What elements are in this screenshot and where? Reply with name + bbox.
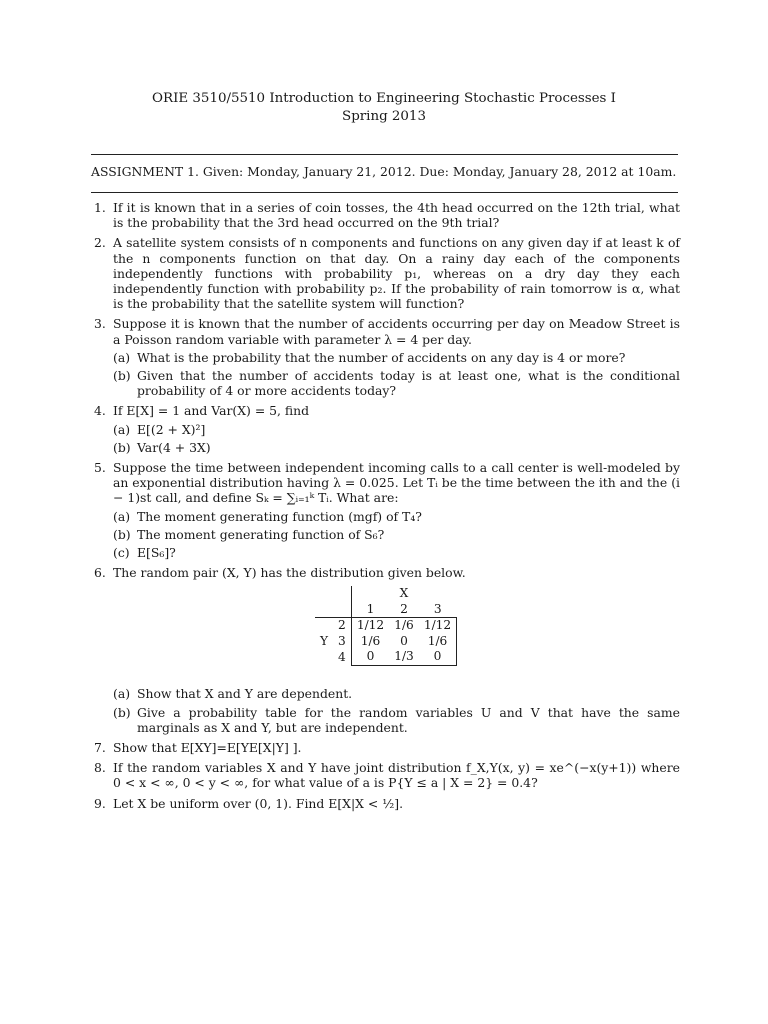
subpart-a	[113, 686, 680, 701]
problem-text: If E[X] = 1 and Var(X) = 5, find	[113, 403, 310, 419]
problem-7	[92, 740, 680, 755]
problem-number: 7.	[94, 740, 106, 756]
problem-8	[92, 760, 680, 790]
problem-number: 5.	[94, 460, 106, 476]
problem-text: Suppose it is known that the number of accidents occurring per day on Meadow Street is a Poisson random variable with parameter λ = 4 per day.	[113, 316, 680, 347]
problem-9	[92, 796, 680, 811]
subpart-label: (b)	[113, 704, 131, 720]
subpart-text: Give a probability table for the random variables U and V that have the same marginals as X and Y, but are independent.	[137, 704, 680, 735]
bottom-rule	[91, 192, 678, 193]
table-cell: 0	[419, 649, 457, 665]
y-value-2: 2	[333, 618, 351, 634]
y-value-4: 4	[333, 649, 351, 665]
top-rule	[91, 154, 678, 155]
problem-number: 9.	[94, 795, 106, 811]
subpart-text: E[S₆]?	[137, 545, 176, 561]
y-value-3: 3	[333, 634, 351, 650]
subpart-text: What is the probability that the number of accidents on any day is 4 or more?	[137, 349, 626, 365]
problem-1	[92, 200, 680, 230]
subpart-a	[113, 509, 680, 524]
table-cell: 1/12	[351, 618, 389, 634]
problem-text: If it is known that in a series of coin tosses, the 4th head occurred on the 12th trial, what is the probability that the 3rd head occurred on the 9th trial?	[113, 200, 680, 231]
problem-text: If the random variables X and Y have joint distribution f_X,Y(x, y) = xe^(−x(y+1)) where 0 < x < ∞, 0 < y < ∞, for what value of a is P{Y ≤ a | X = 2} = 0.4?	[113, 760, 680, 791]
subpart-text: The moment generating function (mgf) of T₄?	[137, 508, 422, 524]
subpart-label: (a)	[113, 421, 131, 437]
problem-number: 2.	[94, 235, 106, 251]
subpart-text: The moment generating function of S₆?	[137, 526, 385, 542]
document-header	[0, 90, 768, 126]
problem-number: 1.	[94, 200, 106, 215]
table-cell: 1/12	[419, 618, 457, 634]
subpart-label: (b)	[113, 368, 131, 384]
subpart-b	[113, 705, 680, 735]
problem-6	[92, 565, 680, 735]
table-cell: 0	[351, 649, 389, 665]
subpart-a	[113, 350, 680, 365]
problem-text: Suppose the time between independent incoming calls to a call center is well-modeled by an exponential distribution having λ = 0.025. Let Tᵢ be the time between the ith and the (i − 1)st call, and define Sₖ = ∑ᵢ₌₁ᵏ Tᵢ. What are:	[113, 460, 680, 506]
problem-number: 4.	[94, 403, 106, 419]
subpart-a	[113, 422, 680, 437]
problem-3	[92, 316, 680, 398]
table-cell: 1/3	[389, 649, 419, 665]
subpart-text: Var(4 + 3X)	[137, 439, 211, 455]
problem-4	[92, 403, 680, 455]
subpart-b	[113, 440, 680, 455]
problem-text: A satellite system consists of n components and functions on any given day if at least k of the n components function on that day. On a rainy day each of the components independently functions with probability p₁, whereas on a dry day they each independently function with probability p₂. If the probability of rain tomorrow is α, what is the probability that the satellite system will function?	[113, 235, 680, 312]
subpart-label: (a)	[113, 508, 131, 524]
table-cell: 1/6	[419, 634, 457, 650]
assignment-line: ASSIGNMENT 1. Given: Monday, January 21, 2012. Due: Monday, January 28, 2012 at 10am.	[91, 164, 677, 179]
problem-number: 8.	[94, 760, 106, 776]
x-value-3: 3	[433, 601, 442, 616]
subpart-text: Given that the number of accidents today is at least one, what is the conditional probability of 4 or more accidents today?	[137, 368, 680, 399]
subpart-text: Show that X and Y are dependent.	[137, 686, 353, 702]
subpart-label: (a)	[113, 349, 131, 365]
table-cell: 1/6	[389, 618, 419, 634]
subpart-text: E[(2 + X)²]	[137, 421, 206, 437]
x-value-1: 1	[366, 601, 375, 616]
x-label: X	[399, 586, 409, 601]
table-cell: 1/6	[360, 633, 381, 648]
problem-text: Show that E[XY]=E[YE[X|Y] ].	[113, 740, 302, 756]
table-cell: 0	[400, 633, 408, 648]
problem-list	[92, 200, 680, 816]
problem-text: Let X be uniform over (0, 1). Find E[X|X < ½].	[113, 795, 404, 811]
subpart-c	[113, 545, 680, 560]
subpart-label: (b)	[113, 439, 131, 455]
y-label: Y	[320, 633, 329, 648]
problem-2	[92, 235, 680, 311]
problem-text: The random pair (X, Y) has the distribution given below.	[113, 565, 466, 581]
problem-number: 6.	[94, 565, 106, 581]
subpart-label: (c)	[113, 545, 130, 561]
subpart-label: (b)	[113, 526, 131, 542]
distribution-table-wrap	[113, 586, 680, 682]
subpart-label: (a)	[113, 686, 131, 702]
problem-5	[92, 460, 680, 560]
term: Spring 2013	[342, 109, 426, 124]
subpart-b	[113, 527, 680, 542]
subpart-b	[113, 368, 680, 398]
x-value-2: 2	[400, 601, 408, 616]
course-title: ORIE 3510/5510 Introduction to Engineering Stochastic Processes I	[152, 91, 616, 106]
distribution-table	[315, 586, 457, 666]
problem-number: 3.	[94, 316, 106, 332]
